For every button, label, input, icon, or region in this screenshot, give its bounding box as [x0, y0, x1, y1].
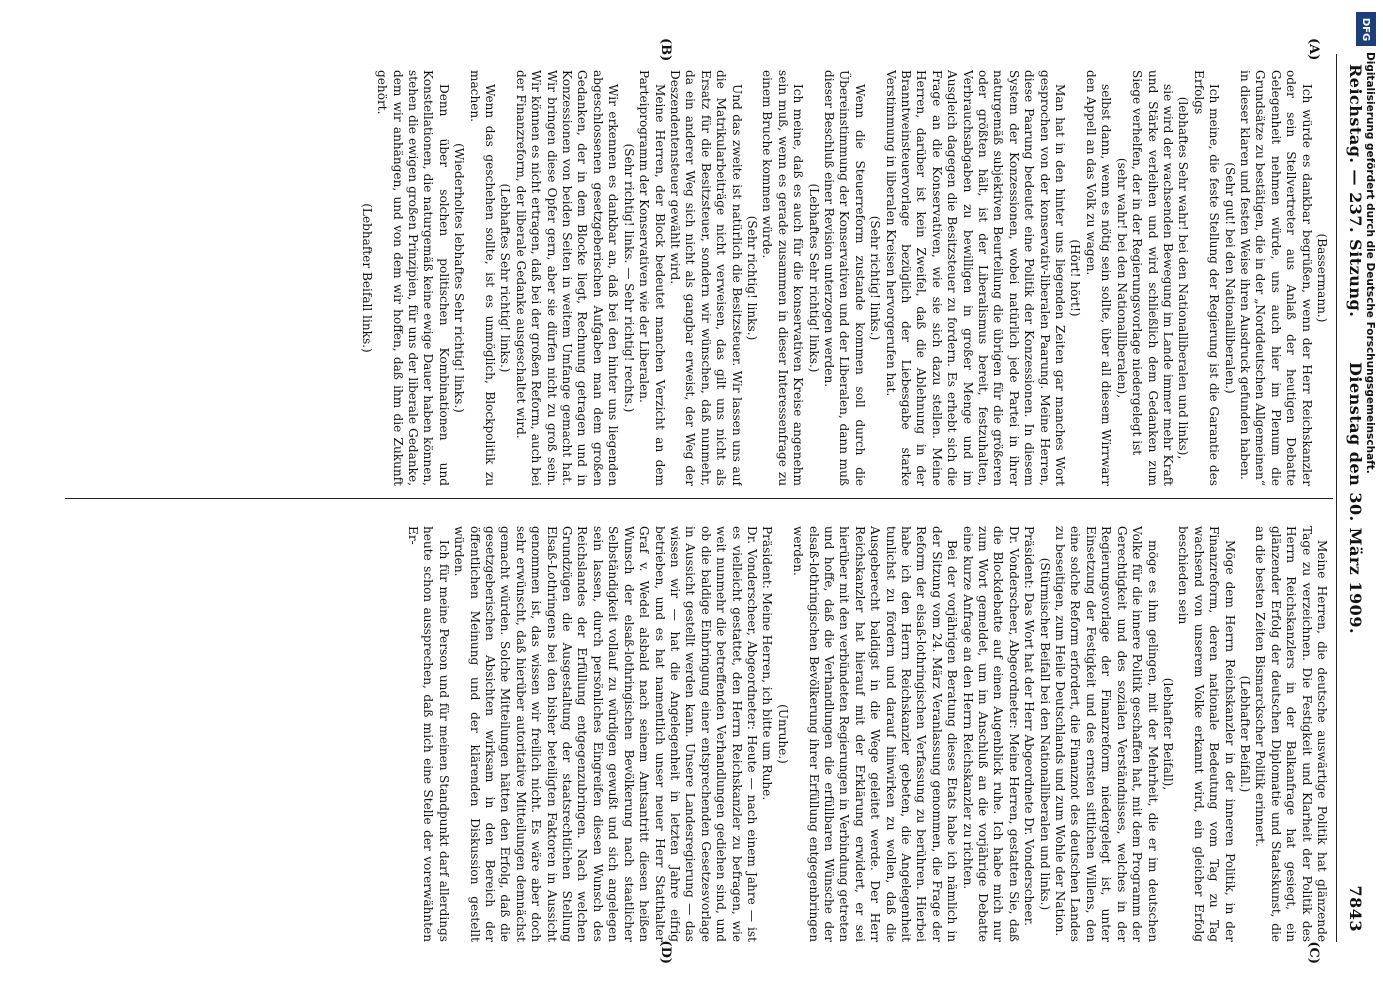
left-column-paragraph: (lebhaftes Sehr wahr! bei den Nationalliberalen und links), — [1176, 96, 1191, 460]
digitization-credit: Digitalisierung gefördert durch die Deutsche Forschungsgemeinschaft. — [1364, 52, 1376, 474]
left-column-paragraph: (Lebhaftes Sehr richtig! links.) — [498, 183, 513, 373]
right-column-paragraph: (Unruhe.) — [775, 704, 790, 764]
right-column-paragraph: Präsident: Das Wort hat der Herr Abgeordnete Dr. Vonderscheer. — [1022, 526, 1037, 926]
right-column-paragraph: Bei der vorjährigen Beratung dieses Etats habe ich nämlich in der Sitzung vom 24. März Veranlassung genommen, die Frage der Reform der elsaß-lothringischen Verfassung zu berühren. Hierbei habe ich den Herrn Reichskanzler gebeten, die Angelegenheit tunlichst zu fördern und darauf hinwirken zu wollen, daß die Ausgeberecht baldigst in die Wege geleitet werde. Der Herr Reichskanzler hat hierauf mit der Erklärung erwidert, er sei hierüber mit den verbündeten Regierungen in Verbindung getreten und hoffe, daß die Verhandlungen die erfüllbaren Wünsche der elsaß-lothringischen Bevölkerung ihrer Erfüllung entgegenbringen werden. — [791, 526, 960, 942]
right-column-paragraph: (Lebhafter Beifall.) — [1237, 675, 1252, 793]
left-column — [65, 70, 1329, 486]
right-column-paragraph: Dr. Vonderscheer, Abgeordneter: Meine Herren, gestatten Sie, daß die Blockdebatte auf einen Augenblick ruhe. Ich habe mich nur zum Wort gemeldet, um im Anschluß an die vorjährige Debatte eine kurze Anfrage an den Herrn Reichskanzler zu richten. — [960, 526, 1021, 942]
left-column-paragraph: (Sehr gut! bei den Nationalliberalen.) — [1222, 162, 1237, 394]
left-column-paragraph: (sehr wahr! bei den Nationalliberalen), — [1114, 157, 1129, 399]
right-column-paragraph: Ich für meine Person und für meinen Standpunkt darf allerdings heute schon aussprechen, daß mich eine Stelle der vorerwähnten Er- — [406, 526, 451, 942]
left-column-paragraph: (Lebhafter Beifall links.) — [359, 203, 374, 353]
dfg-logo-text: DFG — [1360, 17, 1372, 41]
margin-mark-b: (B) — [658, 38, 673, 62]
margin-mark-c: (C) — [1306, 941, 1321, 964]
left-column-paragraph: Ich meine, die feste Stellung der Regierung ist die Garantie des Erfolgs — [1191, 70, 1222, 486]
column-divider — [65, 498, 1333, 499]
dfg-logo — [1356, 12, 1376, 46]
digitization-sidebar — [1355, 6, 1377, 646]
left-column-paragraph: sie wird der wachsenden Bewegung im Lande immer mehr Kraft und Stärke verleihen und wird schließlich dem Gedanken zum Siege verhelfen, der in der Regierungsvorlage niedergelegt ist — [1130, 70, 1175, 486]
left-column-paragraph: selbst dann, wenn es nötig sein sollte, über all diesem Wirrwarr den Appell an das Volk zu wagen. — [1083, 70, 1114, 486]
right-column-paragraph: Präsident: Meine Herren, ich bitte um Ruhe. — [760, 526, 775, 801]
left-column-paragraph: (Wiederholtes lebhaftes Sehr richtig! links.) — [452, 143, 467, 413]
right-column-paragraph: Möge dem Herrn Reichskanzler in der inneren Politik, in der Finanzreform, deren nationale Bedeutung vom Tag zu Tag wachsend von unserem Volke erkannt wird, ein gleicher Erfolg beschieden sein — [1176, 526, 1237, 942]
left-column-paragraph: Man hat in den hinter uns liegenden Zeiten gar manches Wort gesprochen von der konservativ-liberalen Paarung. Meine Herren, diese Paarung bedeutet eine Politik der Konzessionen. In diesem System der Konzessionen, wobei natürlich jede Partei in ihrer naturgemäß subjektiven Beurteilung die übrigen für die größeren oder größten hält, ist der Liberalismus bereit, festzuhalten, Verbrauchsabgaben zu bewilligen in großer Menge und im Ausgleich dagegen die Besitzsteuer zu fordern. Es erhebt sich die Frage an die Konservativen, wie sie sich dazu stellen. Meine Herren, darüber ist kein Zweifel, daß die Ablehnung in der Branntweinsteuervorlage bezüglich der Liebesgabe starke Verstimmung in liberalen Kreisen hervorgerufen hat. — [883, 70, 1068, 486]
right-column-paragraph: möge es ihm gelingen, mit der Mehrheit, die er im deutschen Volke für die innere Politik geschaffen hat, mit dem Programm der Gerechtigkeit und des sozialen Verständnisses, welches in der Regierungsvorlage der Finanzreform niedergelegt ist, unter Einsetzung der Festigkeit und des ernsten sittlichen Willens, den eine solche Reform erfordert, die Finanznot des deutschen Landes zu beseitigen, zum Heile Deutschlands und zum Wohle der Nation. — [1053, 526, 1160, 942]
left-column-paragraph: Wir erkennen es dankbar an, daß bei den hinter uns liegenden abgeschlossenen gesetzgeberischen Aufgaben man dem großen Gedanken, der in dem Blocke liegt, Rechnung getragen und in Konzessionen von beiden Seiten in weitem Umfange gemacht hat. Wir bringen diese Opfer gern, aber sie dürfen nicht zu groß sein. Wir können es nicht ertragen, daß bei der großen Reform, auch bei der Finanzreform, der liberale Gedanke ausgeschaltet wird. — [513, 70, 621, 486]
right-column-paragraph: Meine Herren, die deutsche auswärtige Politik hat glänzende Tage zu verzeichnen. Die Festigkeit und Klarheit der Politik des Herrn Reichskanzlers in der Balkanfrage hat gesiegt, ein glänzender Erfolg der deutschen Diplomatie und Staatskunst, die an die besten Zeiten Bismarckscher Politik erinnert. — [1253, 526, 1329, 942]
left-column-paragraph: Ich meine, daß es auch für die konservativen Kreise angenehm sein muß, wenn es gerade zusammen in dieser Interessenfrage zu einem Bruche kommen würde. — [760, 70, 806, 486]
left-column-paragraph: (Bassermann.) — [1315, 233, 1329, 323]
left-column-paragraph: (Sehr richtig! links. — Sehr richtig! rechts.) — [621, 143, 636, 413]
left-column-paragraph: Ich würde es dankbar begrüßen, wenn der Herr Reichskanzler oder sein Stellvertreter aus Anlaß der heutigen Debatte Gelegenheit nehmen würde, uns auch hier im Plenum die Grundsätze zu bestätigen, die in der „Norddeutschen Allgemeinen“ in dieser klaren und festen Weise ihren Ausdruck gefunden haben. — [1237, 70, 1314, 486]
left-column-paragraph: (Sehr richtig! links.) — [868, 215, 883, 341]
left-column-paragraph: Wenn das geschehen sollte, ist es unmöglich, Blockpolitik zu machen. — [467, 70, 498, 486]
margin-mark-d: (D) — [658, 940, 673, 964]
right-column — [65, 526, 1329, 942]
left-column-paragraph: (Hört! hört!) — [1068, 239, 1083, 317]
right-column-paragraph: (Stürmischer Beifall bei den Nationalliberalen und links.) — [1037, 557, 1052, 911]
header-rule — [1336, 54, 1337, 942]
left-column-paragraph: (Lebhaftes Sehr richtig! links.) — [806, 183, 821, 373]
right-column-paragraph: (lebhafter Beifall), — [1160, 677, 1175, 791]
margin-mark-a: (A) — [1306, 38, 1321, 61]
scanned-page — [55, 24, 1373, 972]
left-column-paragraph: Denn über solchen politischen Kombinationen und Konstellationen, die naturgemäß keine ewige Dauer haben können, stehen die ewigen großen Prinzipien, für uns der liberale Gedanke, dem wir anhängen, und von dem wir hoffen, daß ihm die Zukunft gehört. — [375, 70, 451, 486]
left-column-paragraph: Und das zweite ist natürlich die Besitzsteuer. Wir lassen uns auf die Matrikularbeiträge nicht verweisen, das gilt uns nicht als Ersatz für die Besitzsteuer, sondern wir wünschen, daß nunmehr, da ein anderer Weg sich nicht als gangbar erweist, der Weg der Deszendentensteuer gewählt wird. — [667, 70, 744, 486]
page-number: 7843 — [1346, 885, 1365, 932]
right-column-paragraph: Dr. Vonderscheer, Abgeordneter: Heute — nach einem Jahre — ist es vielleicht gestattet, den Herrn Reichskanzler zu befragen, wie weit nunmehr die betreffenden Verhandlungen gediehen sind, und ob die baldige Einbringung einer entsprechenden Gesetzesvorlage in Aussicht gestellt werden kann. Unsere Landesregierung — das wissen wir — hat die Angelegenheit in letzten Jahre eifrig betrieben, und es hat namentlich unser neuer Herr Statthalter Graf v. Wedel alsbald nach seinem Amtsantritt diesen heißen Wunsch der elsaß-lothringischen Bevölkerung nach staatlicher Selbständigkeit vollauf zu würdigen gewußt und sich angelegen sein lassen, durch persönliches Eingreifen diesen Wunsch des Reichslandes der Erfüllung entgegenzubringen. Nach welchen Grundzügen die Ausgestaltung der staatsrechtlichen Stellung Elsaß-Lothringens bei den bisher beteiligten Faktoren in Aussicht genommen ist, das wissen wir freilich nicht. Es wäre aber doch sehr erwünscht, daß hierüber autoritative Mitteilungen demnächst gemacht würden. Solche Mitteilungen hätten den Erfolg, daß die gesetzgeberischen Absichten wirksam in den Bereich der öffentlichen Meinung und der klärenden Diskussion gestellt würden. — [452, 526, 759, 942]
left-column-paragraph: (Sehr richtig! links.) — [744, 215, 759, 341]
header-left: Reichstag. — 237. Sitzung. — [1346, 64, 1365, 318]
header-date: Dienstag den 30. März 1909. — [1346, 361, 1365, 635]
left-column-paragraph: Wenn die Steuerreform zustande kommen soll durch die Übereinstimmung der Konservativen und der Liberalen, dann muß dieser Beschluß einer Revision unterzogen werden. — [822, 70, 867, 486]
left-column-paragraph: Meine Herren, der Block bedeutet manchen Verzicht an dem Parteiprogramm der Konservativen wie der Liberalen. — [637, 70, 667, 486]
